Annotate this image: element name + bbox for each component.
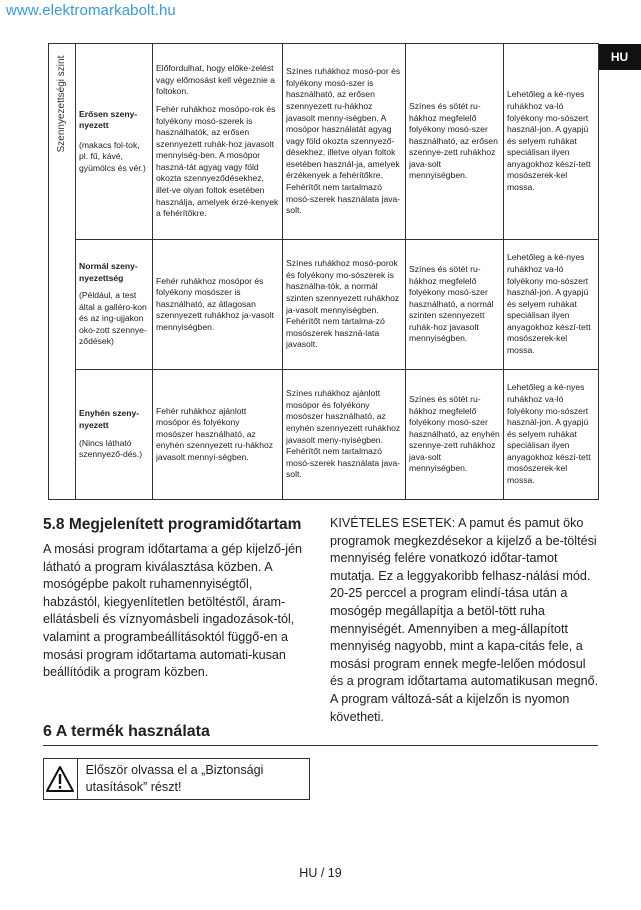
page-number: HU / 19 [299,866,342,880]
level-desc: (Nincs látható szennyező-dés.) [79,437,143,460]
delicate-clothes-cell: Lehetőleg a ké-nyes ruhákhoz va-ló folyékony mo-sószert használ-jon. A gyapjú és selyem ruhákat speciálisan ilyen anyagokhoz készí-tett mosószerek-kel mossa. [504,370,599,500]
warning-text: Először olvassa el a „Biztonsági utasítások” részt! [85,763,264,794]
delicate-clothes-cell: Lehetőleg a ké-nyes ruhákhoz va-ló folyékony mo-sószert használ-jon. A gyapjú és selyem ruhákat speciálisan ilyen anyagokhoz készí-tett mosószerek-kel mossa. [504,240,599,370]
table-row [49,44,599,240]
colored-clothes-cell: Színes ruhákhoz ajánlott mosópor és folyékony mosószer használható, az enyhén szennyezett ruhákhoz javasolt meny-nyiségben. Fehérítőt nem tartalmazó mosó-szerek használata java-solt. [283,370,406,500]
dark-clothes-cell: Színes és sötét ru-hákhoz megfelelő folyékony mosó-szer használható, az enyhén szennye-zett ruhákhoz java-solt mennyiségben. [406,370,504,500]
warning-icon-cell [44,759,78,799]
cell-text: Előfordulhat, hogy előke-zelést vagy előmosást kell végeznie a foltokon. [156,63,275,97]
cell-text: Fehér ruhákhoz ajánlott mosópor és folyékony mosószer használható, az enyhén szennyezett ru-hákhoz javasolt mennyi-ségben. [156,405,274,462]
axis-cell [49,44,76,500]
level-title: Enyhén szeny-nyezett [79,408,140,430]
axis-label: Szennyezettségi szint [56,55,68,153]
section-heading-6: 6 A termék használata [43,723,210,740]
level-title: Normál szeny-nyezettség [79,260,138,283]
language-tab: HU [598,44,641,70]
colored-clothes-cell: Színes ruhákhoz mosó-por és folyékony mosó-szer is használható, az erősen szennyezett ru-hákhoz javasolt menny-iségben. A mosópor használatát agyag vagy föld okozta szennyező-désekhez, illetve olyan foltok esetében használ-ja, amelyek érzékenyek a fehérítőkre. Fehérítőt nem tartalmazó mosó-szerek használata java-solt. [283,44,406,240]
dark-clothes-cell: Színes és sötét ru-hákhoz megfelelő folyékony mosó-szer használható, az erősen szennye-zett ruhákhoz java-solt mennyiségben. [406,44,504,240]
detergent-table [48,43,599,500]
section-heading-5-8: 5.8 Megjelenített programidőtartam [43,516,302,533]
white-clothes-cell [153,44,283,240]
delicate-clothes-cell: Lehetőleg a ké-nyes ruhákhoz va-ló folyékony mo-sószert használ-jon. A gyapjú és selyem ruhákat speciálisan ilyen anyagokhoz készí-tett mosószerek-kel mossa. [504,44,599,240]
colored-clothes-cell: Színes ruhákhoz mosó-porok és folyékony mo-sószerek is használha-tók, a normál szinten szennyezett ruhákhoz ja-vasolt mennyiségben. Fehérítőt nem tartalma-zó mosószerek haszná-lata javasolt. [283,240,406,370]
level-cell [76,44,153,240]
warning-triangle-icon [45,765,75,793]
white-clothes-cell [153,240,283,370]
cell-text: Fehér ruhákhoz mosópo-rok és folyékony mosó-szerek is használhatók, az erősen szennyezett ruhák-hoz javasolt mennyiség-ben. A mosópor haszná-tát agyag vagy föld okozta szennyeződésekhez, illet-ve olyan foltok esetében használja, amelyek érzé-kenyek a fehérítőkre. [156,103,279,219]
section-5-8-left-text: A mosási program időtartama a gép kijelző-jén látható a program kiválasztása közben. A mosógépbe pakolt ruhamennyiségtől, habzástól, kiegyenlítetlen betöltéstől, áram-ellátásbeli és víznyomásbeli ingadozások-tól, valamint a programbeállításoktól függő-en a mosási program időtartama automati-kusan beállítódik a program közben. [43,542,302,680]
white-clothes-cell [153,370,283,500]
table-row [49,370,599,500]
table-row [49,240,599,370]
dark-clothes-cell: Színes és sötét ru-hákhoz megfelelő folyékony mosó-szer használható, a normál szinten szennyezett ruhák-hoz javasolt mennyiségben. [406,240,504,370]
section-5-8-right-text: KIVÉTELES ESETEK: A pamut és pamut öko programok megkezdésekor a kijelző a be-töltési mennyiség felére vonatkozó időtar-tamot mutatja. Ez a leggyakoribb felhasz-nálási mód. 20-25 perccel a program elindí-tása után a mosógép megállapítja a betöl-tött ruha mennyiségét. Amennyiben a meg-állapított mennyiség nagyobb, mint a kapa-citás fele, a mosási program ennek megfe-lelően módosul és a program időtartama automatikusan megnő. A program változá-sát a kijelzőn is nyomon követheti. [330,516,599,724]
level-desc: (Például, a test által a galléro-kon és az ing-ujjakon oko-zott szennye-ződések) [79,290,147,347]
warning-box [43,758,310,800]
section-divider [43,745,598,746]
watermark-url: www.elektromarkabolt.hu [6,2,176,19]
level-cell [76,240,153,370]
cell-text: Fehér ruhákhoz mosópor és folyékony mosószer is használható, az átlagosan szennyezett ruhákhoz ja-vasolt mennyiségben. [156,275,274,332]
level-title: Erősen szeny-nyezett [79,108,138,131]
level-desc: (makacs fol-tok, pl. fű, kávé, gyümölcs és vér.) [79,139,146,173]
level-cell [76,370,153,500]
